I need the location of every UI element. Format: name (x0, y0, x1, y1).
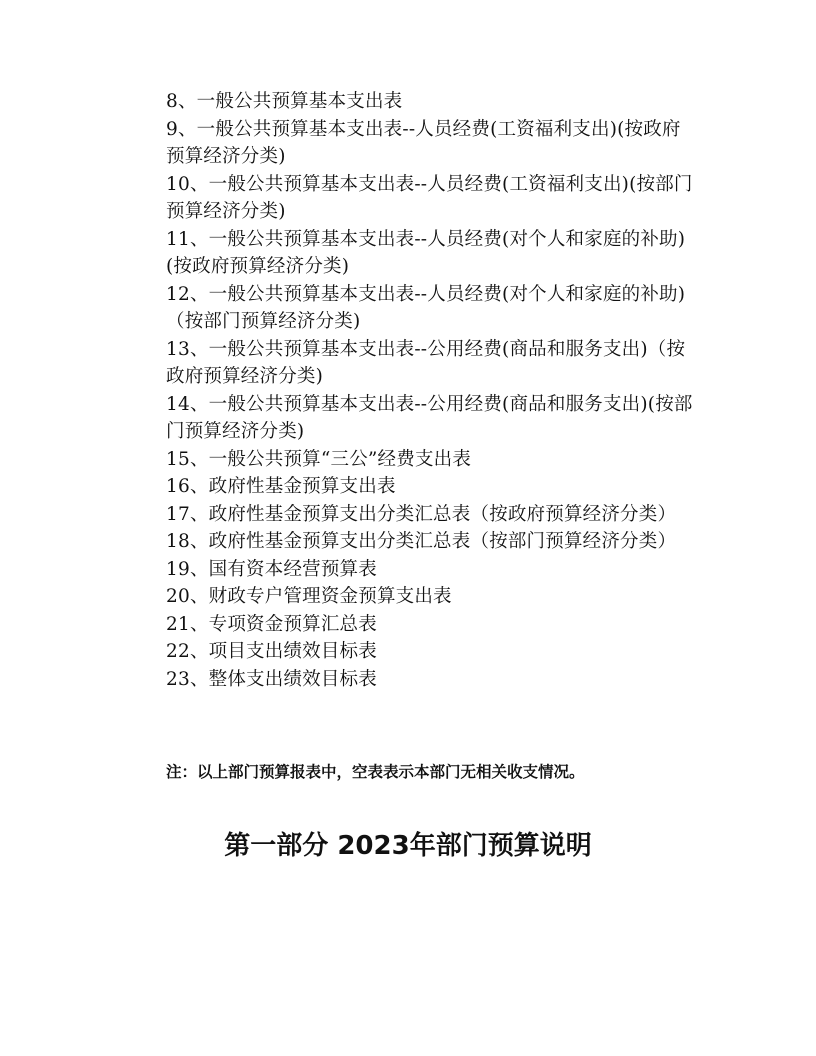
toc-item-18: 18、政府性基金预算支出分类汇总表（按部门预算经济分类） (166, 531, 677, 552)
toc-item-22: 22、项目支出绩效目标表 (166, 641, 377, 662)
toc-item-12: 12、一般公共预算基本支出表--人员经费(对个人和家庭的补助)（按部门预算经济分类) (166, 283, 686, 332)
toc-item-13: 13、一般公共预算基本支出表--公用经费(商品和服务支出)（按政府预算经济分类) (166, 338, 686, 387)
toc-item-11: 11、一般公共预算基本支出表--人员经费(对个人和家庭的补助)(按政府预算经济分类) (166, 228, 686, 277)
toc-item-19: 19、国有资本经营预算表 (166, 558, 377, 580)
toc-item-20: 20、财政专户管理资金预算支出表 (166, 586, 452, 607)
toc-item-16: 16、政府性基金预算支出表 (166, 476, 396, 497)
table-of-contents (166, 88, 696, 693)
toc-item-8: 8、一般公共预算基本支出表 (166, 91, 403, 112)
toc-item-23: 23、整体支出绩效目标表 (166, 668, 377, 690)
toc-item-21: 21、专项资金预算汇总表 (166, 613, 377, 635)
toc-item-17: 17、政府性基金预算支出分类汇总表（按政府预算经济分类） (166, 503, 677, 525)
toc-item-15: 15、一般公共预算“三公”经费支出表 (166, 448, 472, 470)
toc-item-9: 9、一般公共预算基本支出表--人员经费(工资福利支出)(按政府预算经济分类) (166, 118, 681, 167)
section-heading: 第一部分 2023年部门预算说明 (224, 831, 592, 861)
toc-item-10: 10、一般公共预算基本支出表--人员经费(工资福利支出)(按部门预算经济分类) (166, 173, 693, 222)
empty-table-note: 注：以上部门预算报表中，空表表示本部门无相关收支情况。 (166, 763, 585, 781)
toc-item-14: 14、一般公共预算基本支出表--公用经费(商品和服务支出)(按部门预算经济分类) (166, 393, 693, 442)
